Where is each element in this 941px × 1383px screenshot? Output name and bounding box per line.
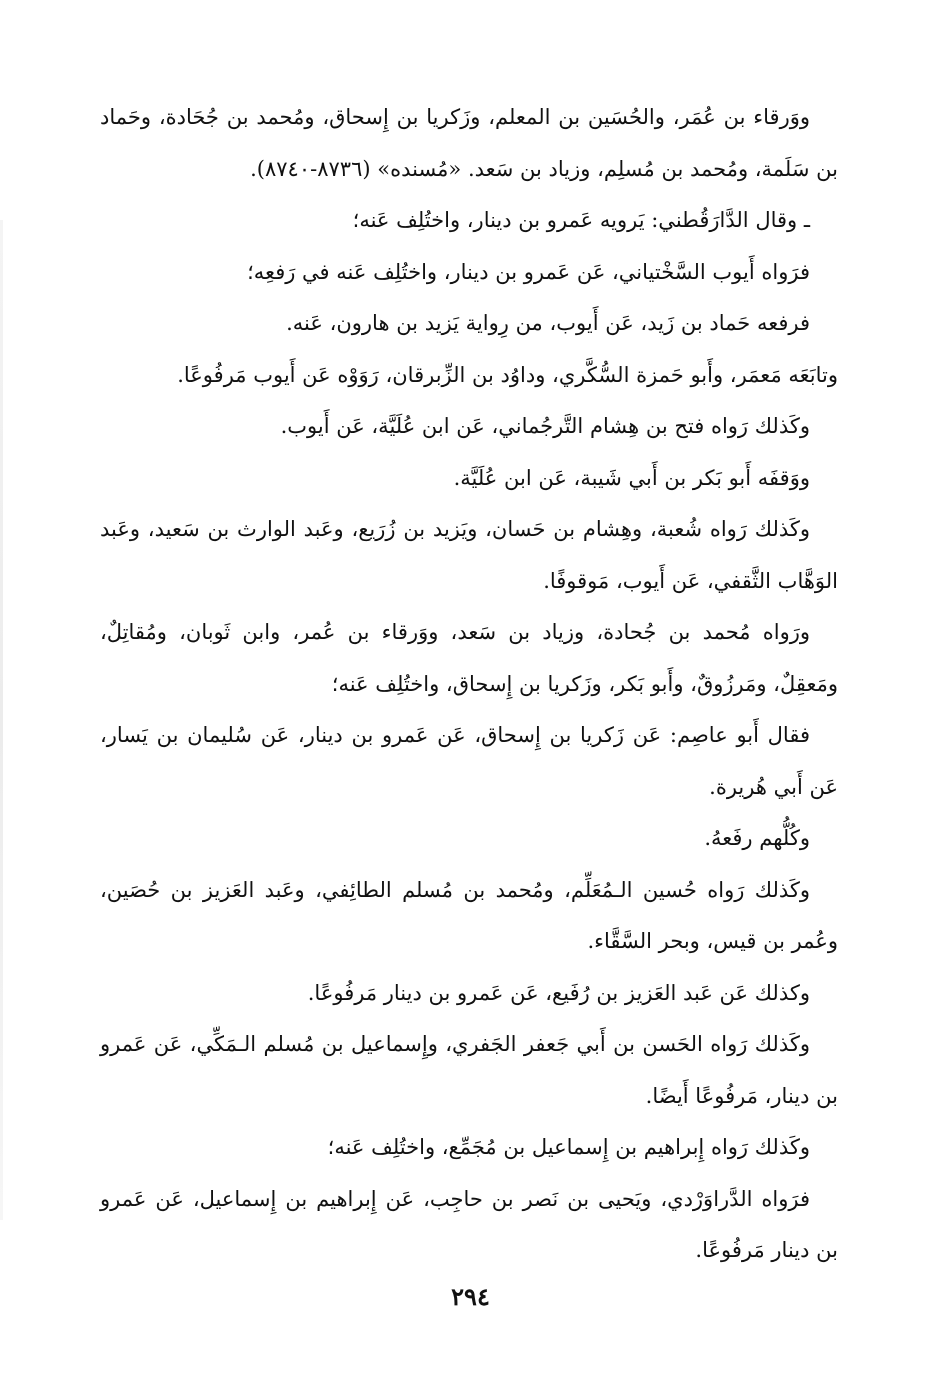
paragraph: ووَرقاء بن عُمَر، والحُسَين بن المعلم، وزَكريا بن إِسحاق، ومُحمد بن جُحَادة، وحَماد بن سَلَمة، ومُحمد بن مُسلِم، وزياد بن سَعد. «مُسنده» (٨٧٣٦-٨٧٤٠). — [100, 105, 838, 181]
paragraph: وكَذلك رَواه حُسين الـمُعَلِّم، ومُحمد بن مُسلم الطائِفي، وعَبد العَزيز بن حُصَين، وعُمر بن قيس، وبحر السَّقَّاء. — [100, 877, 838, 953]
page-number: ٢٩٤ — [451, 1282, 490, 1311]
paragraph: وكُلُّهم رفَعهُ. — [704, 826, 810, 850]
paragraph: وكَذلك رَواه شُعبة، وهِشام بن حَسان، ويَزيد بن زُرَيع، وعَبد الوارث بن سَعيد، وعَبد الوَهَّاب الثَّقفي، عَن أَيوب، مَوقوفًا. — [100, 517, 838, 593]
paragraph: وكَذلك رَواه الحَسن بن أَبي جَعفر الجَفري، وإِسماعيل بن مُسلم الـمَكِّي، عَن عَمرو بن دينار، مَرفُوعًا أَيضًا. — [100, 1032, 838, 1108]
paragraph: ووَقفَه أَبو بَكر بن أَبي شَيبة، عَن ابن عُلَيَّة. — [453, 465, 810, 490]
page-edge-shadow — [0, 220, 3, 1220]
paragraph: فقال أَبو عاصِم: عَن زَكريا بن إِسحاق، عَن عَمرو بن دينار، عَن سُليمان بن يَسار، عَن أَبي هُريرة. — [100, 723, 838, 799]
body-text — [100, 92, 838, 1277]
paragraph: فرَواه الدَّراوَرْدي، ويَحيى بن نَصر بن حاجِب، عَن إِبراهيم بن إِسماعيل، عَن عَمرو بن دينار مَرفُوعًا. — [100, 1186, 838, 1262]
paragraph: وكذلك عَن عَبد العَزيز بن رُفَيع، عَن عَمرو بن دينار مَرفُوعًا. — [307, 980, 810, 1005]
paragraph: فرَواه أَيوب السَّخْتياني، عَن عَمرو بن دينار، واختُلِف عَنه في رَفعِه؛ — [247, 259, 810, 284]
paragraph: وكَذلك رَواه فتح بن هِشام التَّرجُماني، عَن ابن عُلَيَّة، عَن أَيوب. — [280, 414, 810, 438]
paragraph: ورَواه مُحمد بن جُحادة، وزياد بن سَعد، ووَرقاء بن عُمر، وابن ثَوبان، ومُقاتِلٌ، ومَعقِلٌ، ومَرزُوقٌ، وأَبو بَكر، وزَكريا بن إِسحاق، واختُلِف عَنه؛ — [100, 620, 838, 696]
paragraph: وكَذلك رَواه إِبراهيم بن إِسماعيل بن مُجَمِّع، واختُلِف عَنه؛ — [327, 1135, 810, 1159]
paragraph: وتابَعَه مَعمَر، وأَبو حَمزة السُّكَّري، وداوُد بن الزِّبرقان، رَوَوْه عَن أَيوب مَرفُوعًا. — [177, 362, 838, 387]
paragraph: ـ وقال الدَّارَقُطني: يَرويه عَمرو بن دينار، واختُلِف عَنه؛ — [352, 208, 810, 232]
paragraph: فرفعه حَماد بن زَيد، عَن أَيوب، من رِواية يَزيد بن هارون، عَنه. — [286, 311, 810, 335]
